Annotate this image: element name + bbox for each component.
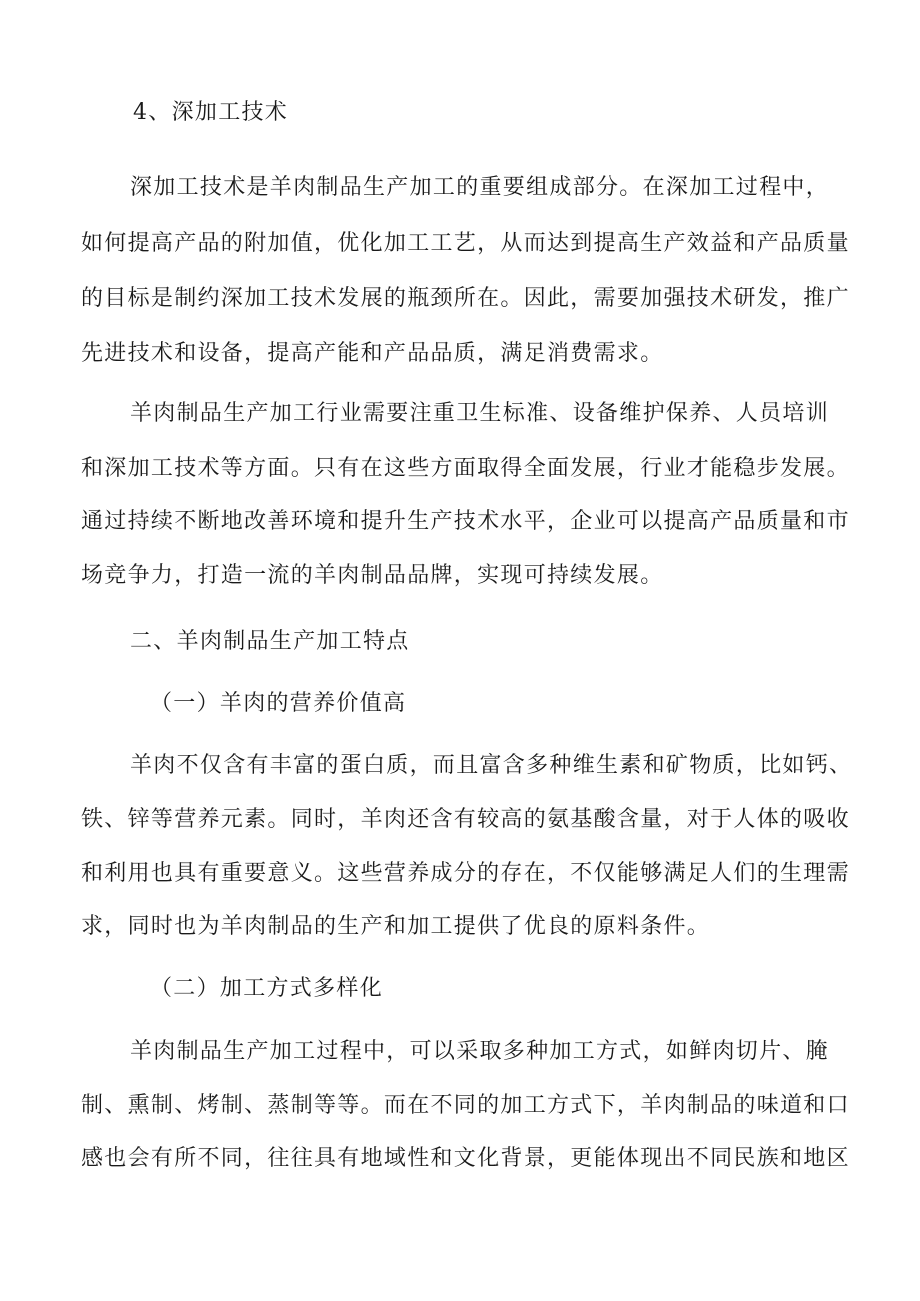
paragraph-line: 羊肉不仅含有丰富的蛋白质，而且富含多种维生素和矿物质，比如钙、 bbox=[130, 753, 853, 778]
paragraph-line: 的目标是制约深加工技术发展的瓶颈所在。因此，需要加强技术研发，推广 bbox=[81, 286, 850, 311]
heading-deep-processing: 4、深加工技术 bbox=[133, 100, 289, 125]
paragraph-line: 感也会有所不同，往往具有地域性和文化背景，更能体现出不同民族和地区 bbox=[81, 1146, 850, 1171]
paragraph-line: 场竞争力，打造一流的羊肉制品品牌，实现可持续发展。 bbox=[81, 563, 664, 588]
section-two-title: 二、羊肉制品生产加工特点 bbox=[130, 629, 410, 654]
paragraph-line: 深加工技术是羊肉制品生产加工的重要组成部分。在深加工过程中， bbox=[130, 175, 830, 200]
paragraph-line: 制、熏制、烤制、蒸制等等。而在不同的加工方式下，羊肉制品的味道和口 bbox=[81, 1093, 850, 1118]
paragraph-line: 先进技术和设备，提高产能和产品品质，满足消费需求。 bbox=[81, 341, 664, 366]
paragraph-line: 通过持续不断地改善环境和提升生产技术水平，企业可以提高产品质量和市 bbox=[81, 509, 850, 534]
paragraph-line: 求，同时也为羊肉制品的生产和加工提供了优良的原料条件。 bbox=[81, 914, 711, 939]
paragraph-line: 羊肉制品生产加工行业需要注重卫生标准、设备维护保养、人员培训 bbox=[130, 401, 830, 426]
subsection-two-title: （二）加工方式多样化 bbox=[150, 976, 384, 1001]
paragraph-line: 和利用也具有重要意义。这些营养成分的存在，不仅能够满足人们的生理需 bbox=[81, 861, 850, 886]
subsection-one-title: （一）羊肉的营养价值高 bbox=[150, 691, 407, 716]
paragraph-line: 如何提高产品的附加值，优化加工工艺，从而达到提高生产效益和产品质量 bbox=[81, 231, 850, 256]
paragraph-line: 铁、锌等营养元素。同时，羊肉还含有较高的氨基酸含量，对于人体的吸收 bbox=[81, 807, 850, 832]
paragraph-line: 羊肉制品生产加工过程中，可以采取多种加工方式，如鲜肉切片、腌 bbox=[130, 1039, 830, 1064]
paragraph-line: 和深加工技术等方面。只有在这些方面取得全面发展，行业才能稳步发展。 bbox=[81, 456, 850, 481]
